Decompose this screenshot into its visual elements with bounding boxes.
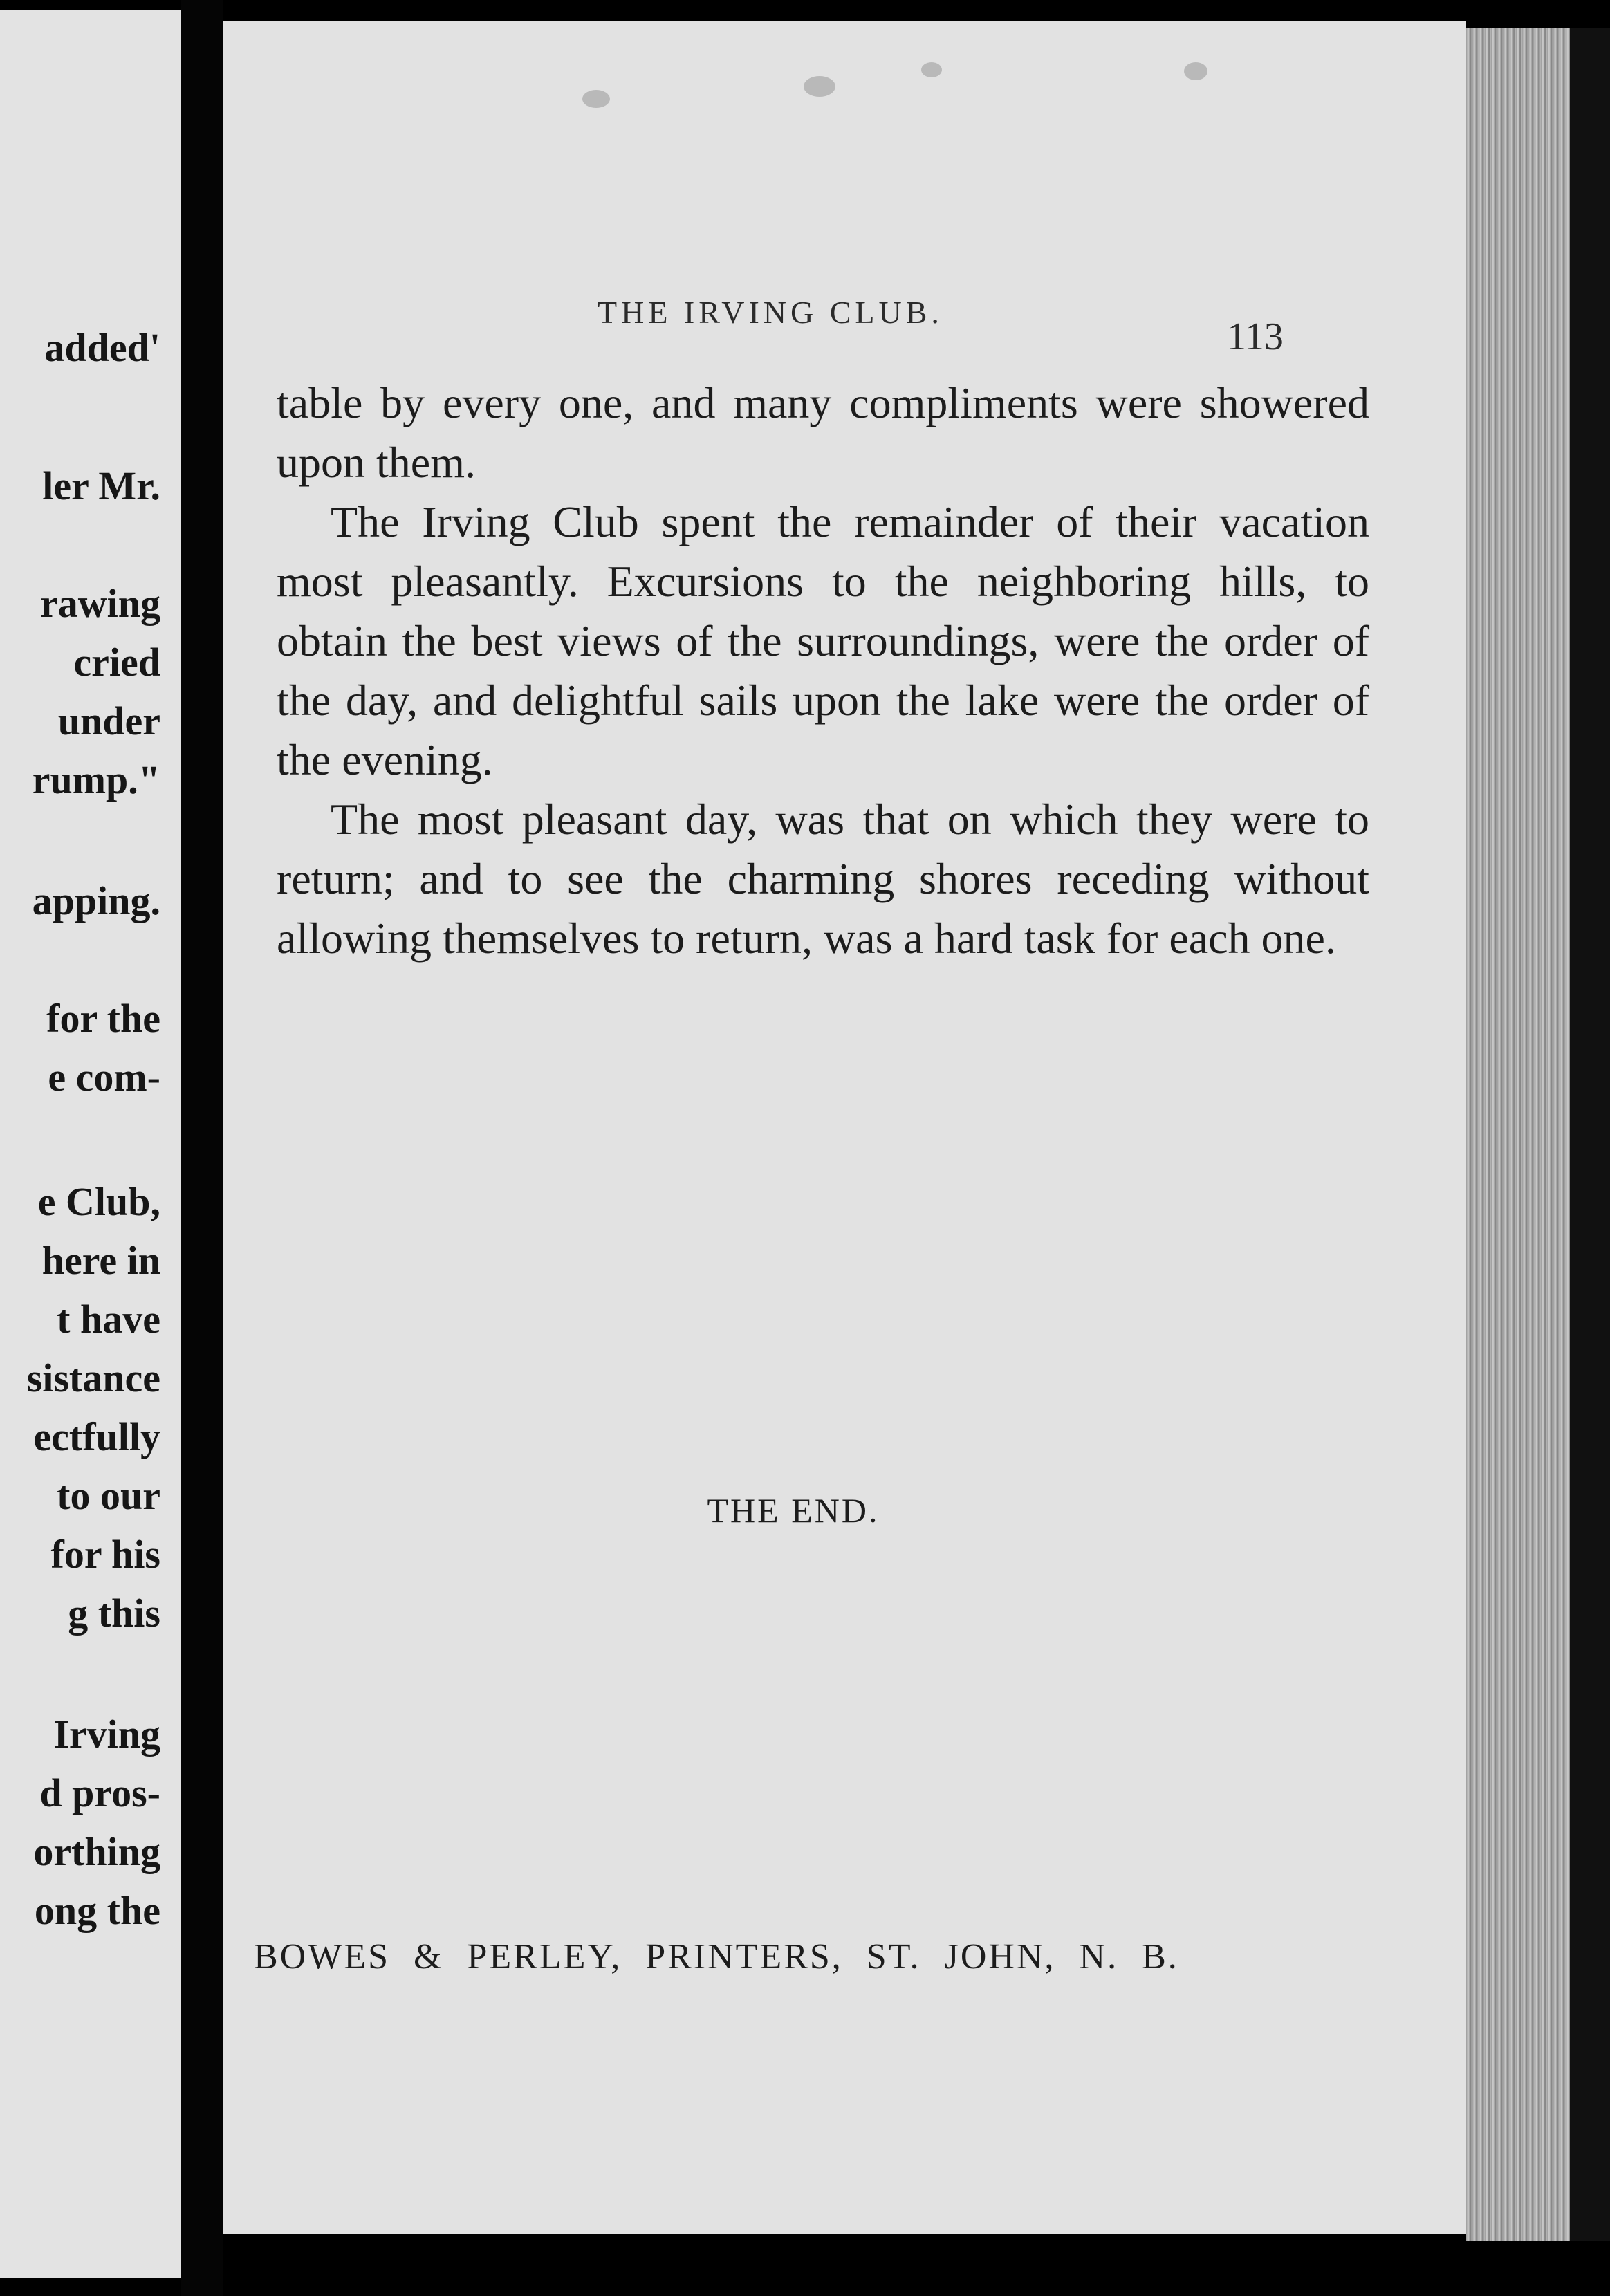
previous-page-line: t have xyxy=(57,1297,160,1342)
previous-page-line: orthing xyxy=(33,1829,160,1874)
previous-page-line: e Club, xyxy=(37,1179,160,1224)
paper-speck xyxy=(921,62,942,77)
previous-page-line: sistance xyxy=(26,1355,160,1400)
previous-page-line: here in xyxy=(41,1238,160,1283)
paragraph: table by every one, and many compliments were showered upon them. xyxy=(277,378,1369,487)
previous-page-line: rawing xyxy=(40,581,160,626)
book-page xyxy=(223,21,1466,2234)
previous-page-line: for his xyxy=(50,1532,160,1577)
previous-page-line: rump." xyxy=(32,757,160,802)
paragraph: The Irving Club spent the remainder of their vacation most pleasantly. Excursions to the neighboring hills, to obtain the best views of the surroundings, were the order of the day, and delightful sails upon the lake were the order of the evening. xyxy=(277,497,1369,784)
page-number: 113 xyxy=(1227,315,1284,358)
previous-page-line: e com- xyxy=(48,1055,160,1100)
previous-page-fragment xyxy=(0,10,181,2278)
previous-page-line: cried xyxy=(73,640,160,685)
the-end-label: THE END. xyxy=(707,1491,880,1530)
previous-page-line: ectfully xyxy=(33,1414,160,1459)
previous-page-line: for the xyxy=(46,996,160,1041)
running-header: THE IRVING CLUB. xyxy=(598,295,943,330)
previous-page-line: ler Mr. xyxy=(42,463,160,508)
page-edges xyxy=(1466,28,1570,2241)
previous-page-line: g this xyxy=(68,1591,160,1636)
paper-speck xyxy=(804,76,835,97)
paper-speck xyxy=(582,90,610,108)
paragraph: The most pleasant day, was that on which they were to return; and to see the charming shores receding without allowing themselves to return, was a hard task for each one. xyxy=(277,795,1369,963)
previous-page-line: under xyxy=(57,698,160,743)
paper-speck xyxy=(1184,62,1208,80)
printer-imprint: BOWES & PERLEY, PRINTERS, ST. JOHN, N. B. xyxy=(254,1937,1179,1976)
previous-page-line: ong the xyxy=(34,1888,160,1933)
previous-page-line: apping. xyxy=(32,878,160,923)
book-gutter xyxy=(181,0,223,2296)
previous-page-line: added' xyxy=(44,325,160,370)
previous-page-line: Irving xyxy=(53,1712,160,1757)
body-text xyxy=(277,373,1369,968)
previous-page-line: d pros- xyxy=(39,1770,160,1815)
page-edge-shadow xyxy=(1570,28,1610,2241)
previous-page-line: to our xyxy=(57,1473,160,1518)
